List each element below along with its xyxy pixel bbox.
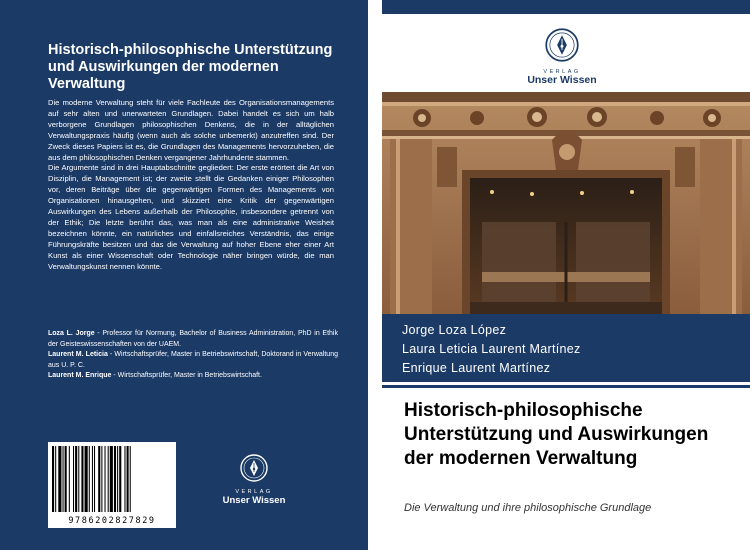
author-name: Laurent M. Enrique	[48, 372, 112, 380]
front-cover-title: Historisch-philosophische Unterstützung und Auswirkungen der modernen Verwaltung	[404, 400, 709, 469]
author-bio-text: - Wirtschaftsprüfer, Master in Betriebswirtschaft, Doktorand in Verwaltung aus U. P. C.	[48, 351, 338, 369]
back-cover	[0, 0, 368, 550]
publisher-logo-back	[218, 454, 290, 506]
author-name: Loza L. Jorge	[48, 330, 95, 337]
back-cover-blurb	[48, 98, 334, 273]
author-bio-3	[48, 371, 338, 382]
author-bio-1	[48, 329, 338, 350]
blurb-paragraph-2: Die Argumente sind in drei Hauptabschnitte gegliedert: Der erste erörtert die Art von Disziplin, die Management ist; der zweite stellt die Gedanken einiger Philosophen vor, deren Beiträge über die gegenwärtigen Formen des Managements von Organisationen hinausgehen, und skizziert eine Kritik der gegenwärtigen Auswirkungen des Lebens außerhalb der Philosophie, insbesondere getrennt von der Ethik; Die letzte berührt das, was man als eine administrative Weisheit bezeichnen könnte, ein natürliches und einfallsreiches Verständnis, das einige Führungskräfte besitzen und das die Verwaltung auf hoher Ebene eher einer Art Kunst als einer Wissenschaft oder Technologie näher bringen würde, die man Verwaltungskunst nennen könnte.	[48, 163, 334, 271]
publisher-name: Unser Wissen	[222, 495, 286, 506]
spine	[368, 0, 382, 550]
pen-nib-icon	[240, 454, 268, 482]
back-cover-title: Historisch-philosophische Unterstützung und Auswirkungen der modernen Verwaltung	[48, 42, 333, 92]
title-divider	[382, 385, 750, 388]
publisher-name: Unser Wissen	[527, 74, 597, 86]
front-cover	[382, 0, 750, 550]
top-color-bar	[382, 0, 750, 14]
cover-photo-ornate-doorway	[382, 92, 750, 314]
author-bio-2	[48, 350, 338, 371]
doorway-illustration	[382, 92, 750, 314]
barcode-bars	[48, 442, 176, 516]
author-bio-text: - Professor für Normung, Bachelor of Business Administration, PhD in Ethik der Geisteswissenschaften von der UAEM.	[48, 330, 338, 348]
publisher-logo-front	[507, 28, 617, 86]
front-author-1: Jorge Loza López	[402, 323, 507, 337]
blurb-paragraph-1: Die moderne Verwaltung steht für viele Fachleute des Organisationsmanagements auf sehr alten und unerwarteten Grundlagen. Dabei handelt es sich um halb verborgene Grundlagen philosophischen Denkens, die in der alltäglichen Verwaltungspraxis häufig (wenn auch als solche unbemerkt) anzutreffen sind. Der Zweck dieses Papiers ist es, die Grundlagen des Managements hervorzuheben, die aus dem philosophischen Denken vergangener Jahrhunderte stammen.	[48, 98, 334, 162]
front-author-3: Enrique Laurent Martínez	[402, 361, 551, 375]
isbn-barcode	[48, 442, 176, 528]
front-cover-subtitle: Die Verwaltung und ihre philosophische Grundlage	[404, 502, 652, 514]
author-bio-text: - Wirtschaftsprüfer, Master in Betriebswirtschaft.	[111, 372, 262, 380]
publisher-verlag-label: VERLAG	[235, 489, 273, 495]
author-bios	[48, 329, 338, 382]
front-author-2: Laura Leticia Laurent Martínez	[402, 342, 581, 356]
publisher-verlag-label: VERLAG	[543, 69, 581, 75]
author-name: Laurent M. Leticia	[48, 351, 108, 359]
pen-nib-icon	[545, 28, 579, 62]
isbn-number: 9786202827829	[68, 516, 156, 526]
authors-band	[382, 314, 750, 382]
